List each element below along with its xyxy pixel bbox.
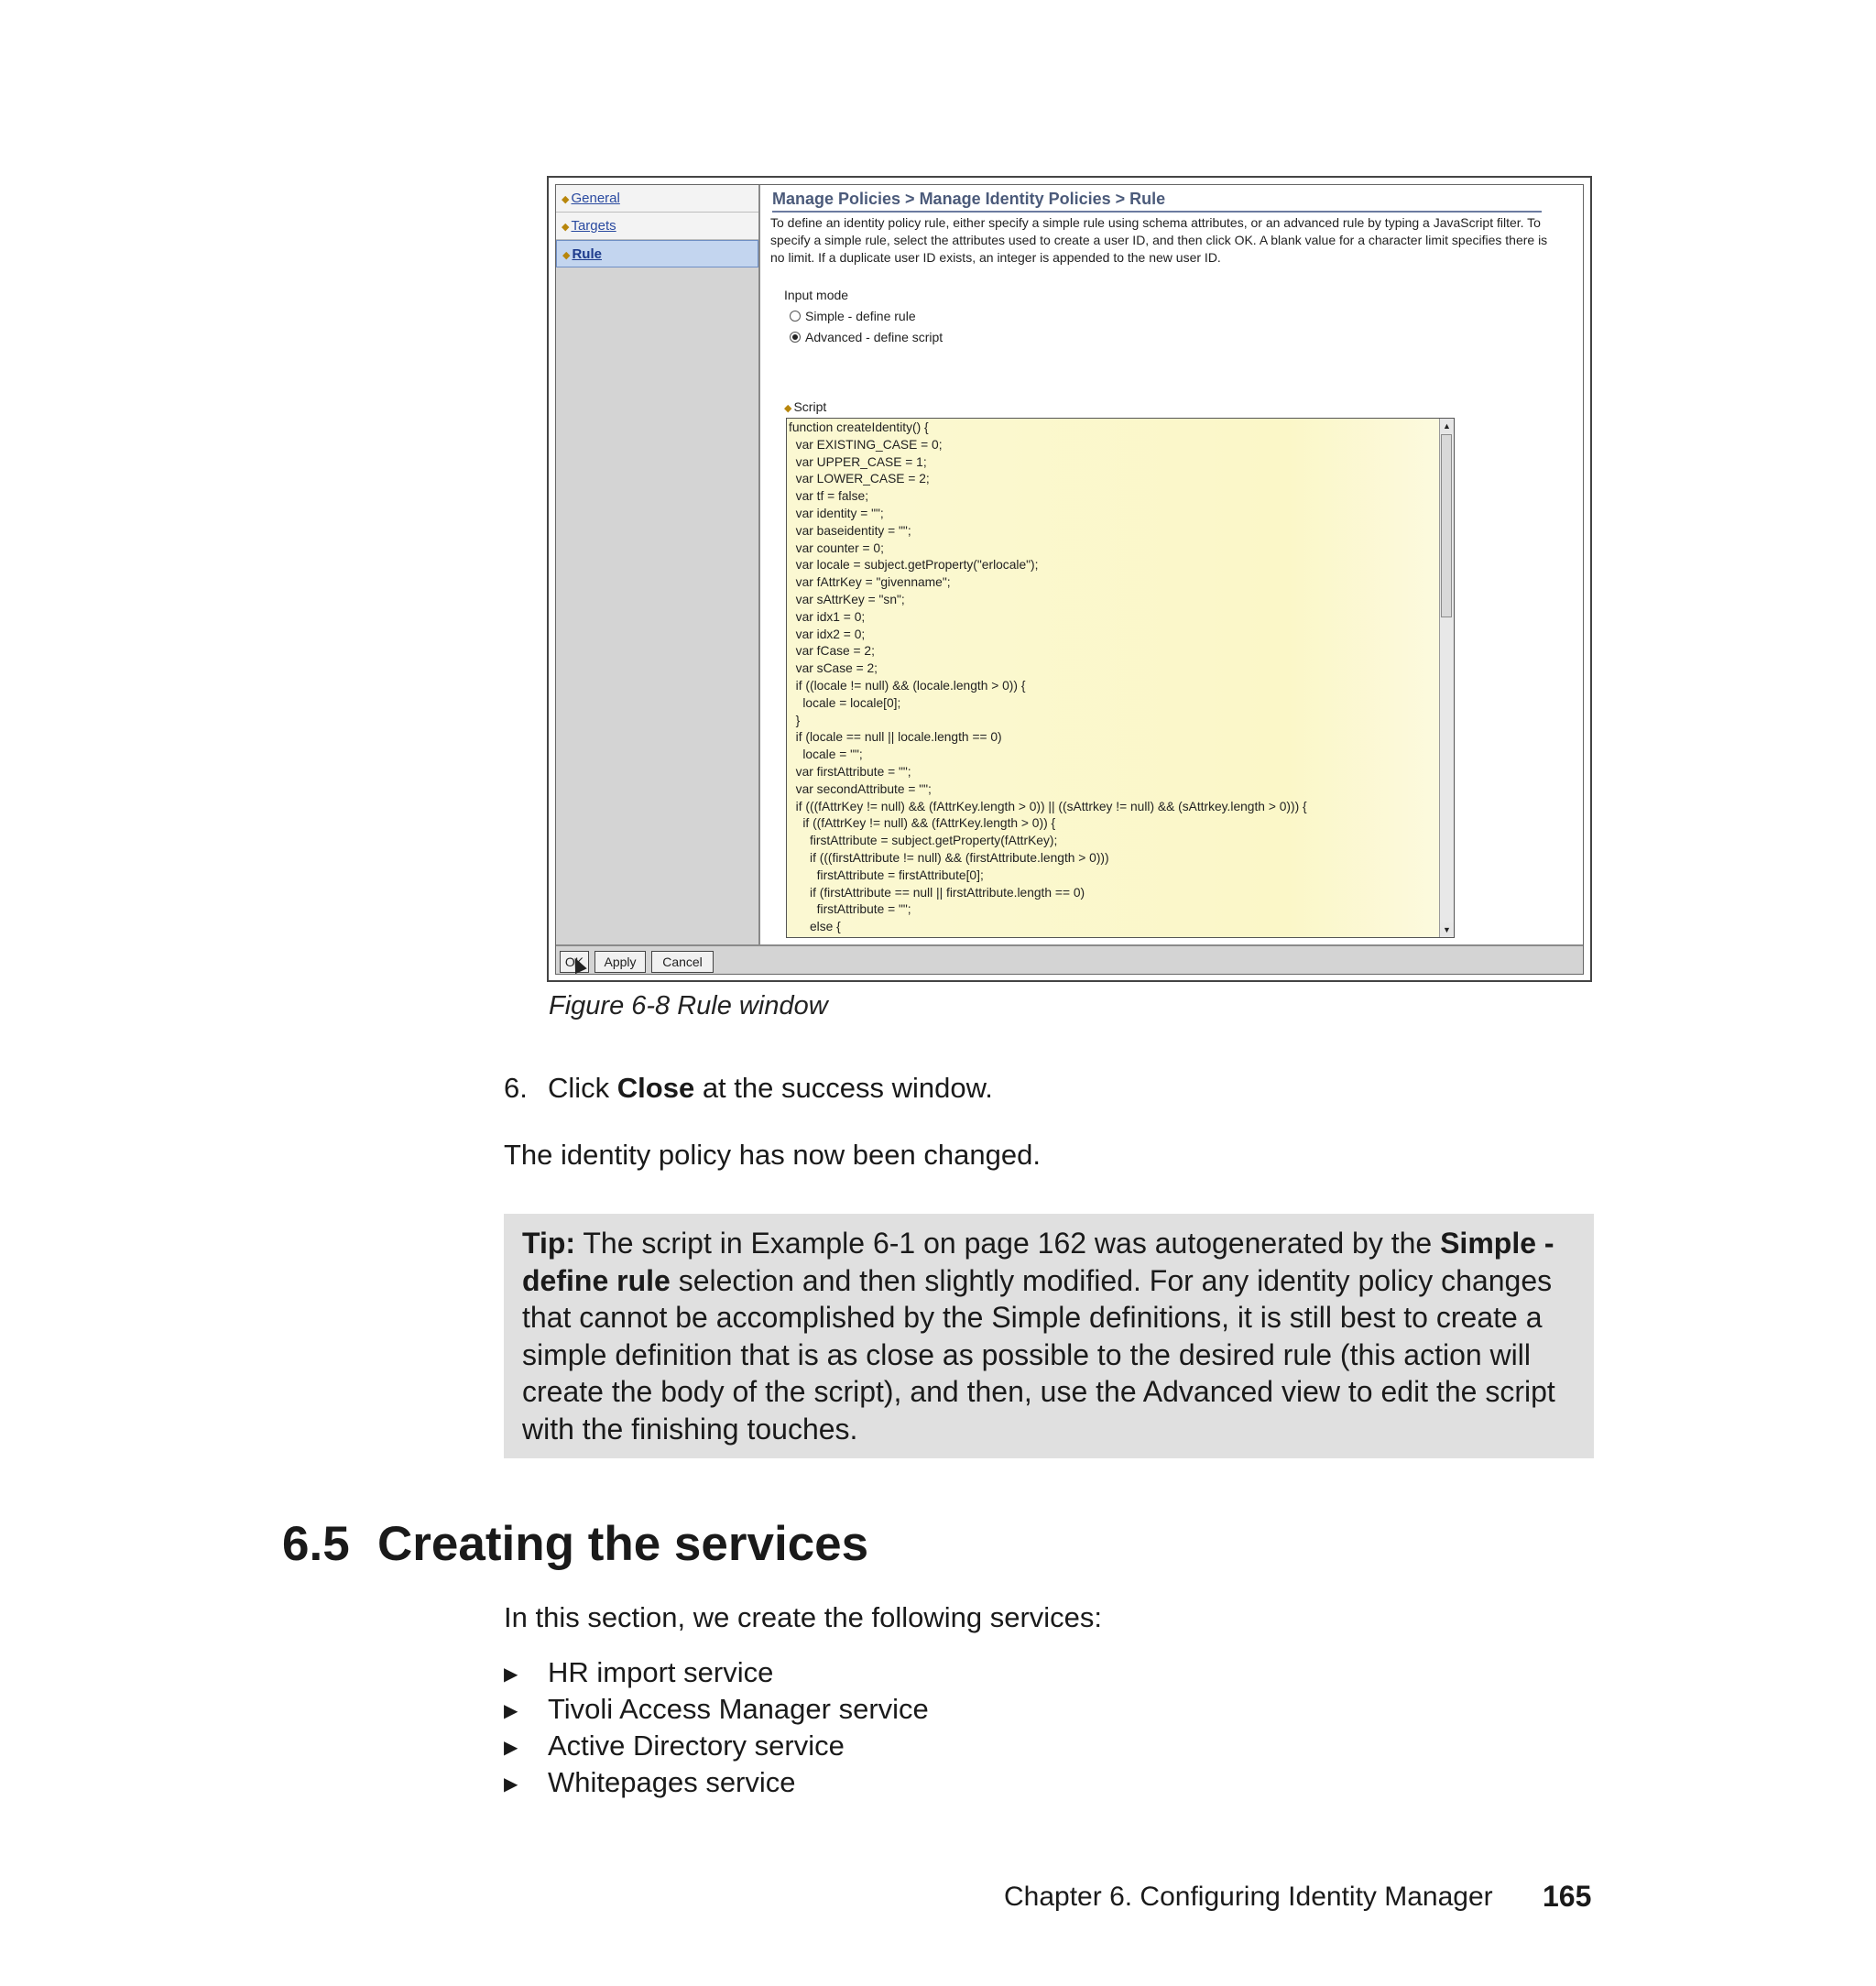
section-title: Creating the services — [377, 1517, 869, 1571]
rule-window-screenshot — [547, 176, 1592, 982]
rule-description: To define an identity policy rule, either specify a simple rule using schema attributes, or an advanced rule by typing a JavaScript filter. To specify a simple rule, select the attributes used to create a user ID, and then click OK. A blank value for a character limit specifies there is no limit. If a duplicate user ID exists, an integer is appended to the new user ID. — [770, 215, 1548, 265]
bullet-triangle-icon: ▶ — [504, 1664, 518, 1685]
page-number: 165 — [1543, 1880, 1592, 1913]
radio-button-selected[interactable] — [790, 332, 801, 343]
radio-button[interactable] — [790, 311, 801, 322]
section-intro: In this section, we create the following services: — [504, 1601, 1103, 1633]
list-item — [504, 1764, 929, 1801]
script-scrollbar[interactable] — [1439, 419, 1454, 937]
script-label-text: Script — [793, 399, 827, 414]
section-heading — [282, 1516, 868, 1572]
script-textarea[interactable] — [786, 418, 1455, 938]
list-item — [504, 1654, 929, 1691]
tip-text-2: selection and then slightly modified. For any identity policy changes that cannot be accomplished by the Simple definitions, it is still best to create a simple definition that is as close as possible to the desired rule (this action will create the body of the script), and then, use the Advanced view to edit the script with the finishing touches. — [522, 1263, 1555, 1446]
script-code: function createIdentity() { var EXISTING_CASE = 0; var UPPER_CASE = 1; var LOWER_CASE = 2; var tf = false; var identity = ""; var baseidentity = ""; var counter = 0; var locale = subject.getProperty("erlocale"); var fAttrKey = "givenname"; var sAttrKey = "sn"; var idx1 = 0; var idx2 = 0; var fCase = 2; var sCase = 2; if ((locale != null) && (locale.length > 0)) { locale = locale[0]; } if (locale == null || locale.length == 0) locale = ""; var firstAttribute = ""; var secondAttribute = ""; if (((fAttrKey != null) && (fAttrKey.length > 0)) || ((sAttrkey != null) && (sAttrkey.length > 0))) { if ((fAttrKey != null) && (fAttrKey.length > 0)) { firstAttribute = subject.getProperty(fAttrKey); if (((firstAttribute != null) && (firstAttribute.length > 0))) firstAttribute = firstAttribute[0]; if (firstAttribute == null || firstAttribute.length == 0) firstAttribute = ""; else { — [789, 420, 1307, 934]
radio-advanced-define-script[interactable] — [790, 329, 943, 345]
bullet-triangle-icon: ▶ — [504, 1701, 518, 1721]
step-number: 6. — [504, 1072, 528, 1104]
sidebar-nav — [556, 185, 760, 944]
breadcrumb: Manage Policies > Manage Identity Policies > Rule — [772, 187, 1542, 213]
input-mode-label: Input mode — [784, 288, 849, 302]
step-text-post: at the success window. — [694, 1072, 993, 1104]
services-list — [504, 1654, 929, 1801]
scroll-up-icon[interactable]: ▲ — [1440, 419, 1454, 433]
apply-button[interactable]: Apply — [594, 951, 646, 973]
nav-item-label: Targets — [571, 218, 616, 234]
cancel-button[interactable]: Cancel — [651, 951, 714, 973]
rule-window — [555, 184, 1584, 975]
paragraph: The identity policy has now been changed. — [504, 1139, 1041, 1171]
step-text-bold: Close — [616, 1072, 695, 1104]
tip-text — [522, 1225, 1576, 1447]
figure-caption: Figure 6-8 Rule window — [549, 991, 828, 1020]
radio-simple-define-rule[interactable] — [790, 308, 916, 324]
list-item-text: Whitepages service — [548, 1766, 796, 1798]
nav-item-label: Rule — [572, 246, 602, 262]
step-6 — [504, 1072, 993, 1105]
nav-item-rule[interactable] — [556, 240, 758, 267]
diamond-icon: ◆ — [562, 250, 571, 261]
list-item — [504, 1728, 929, 1764]
scroll-down-icon[interactable]: ▼ — [1440, 922, 1454, 937]
scrollbar-thumb[interactable] — [1441, 434, 1452, 617]
list-item-text: Tivoli Access Manager service — [548, 1693, 929, 1725]
main-content — [760, 185, 1583, 944]
button-bar — [556, 944, 1583, 974]
tip-text-1: The script in Example 6-1 on page 162 was autogenerated by the — [575, 1227, 1441, 1260]
tip-bold: Simple - define rule — [522, 1227, 1554, 1297]
script-label — [784, 399, 826, 414]
section-number: 6.5 — [282, 1517, 350, 1571]
diamond-icon: ◆ — [562, 222, 570, 233]
radio-label: Advanced - define script — [805, 330, 943, 344]
bullet-triangle-icon: ▶ — [504, 1738, 518, 1758]
nav-item-general[interactable] — [556, 185, 758, 213]
radio-label: Simple - define rule — [805, 309, 916, 323]
list-item — [504, 1691, 929, 1728]
bullet-triangle-icon: ▶ — [504, 1774, 518, 1795]
diamond-icon: ◆ — [562, 194, 570, 205]
ok-button[interactable]: OK — [560, 951, 589, 973]
list-item-text: Active Directory service — [548, 1730, 845, 1762]
step-text-pre: Click — [548, 1072, 617, 1104]
tip-box — [504, 1214, 1594, 1458]
footer-chapter: Chapter 6. Configuring Identity Manager — [1004, 1882, 1493, 1912]
required-diamond-icon: ◆ — [784, 403, 792, 414]
tip-label: Tip: — [522, 1227, 576, 1260]
nav-item-label: General — [571, 191, 620, 206]
nav-item-targets[interactable] — [556, 213, 758, 240]
list-item-text: HR import service — [548, 1656, 774, 1688]
